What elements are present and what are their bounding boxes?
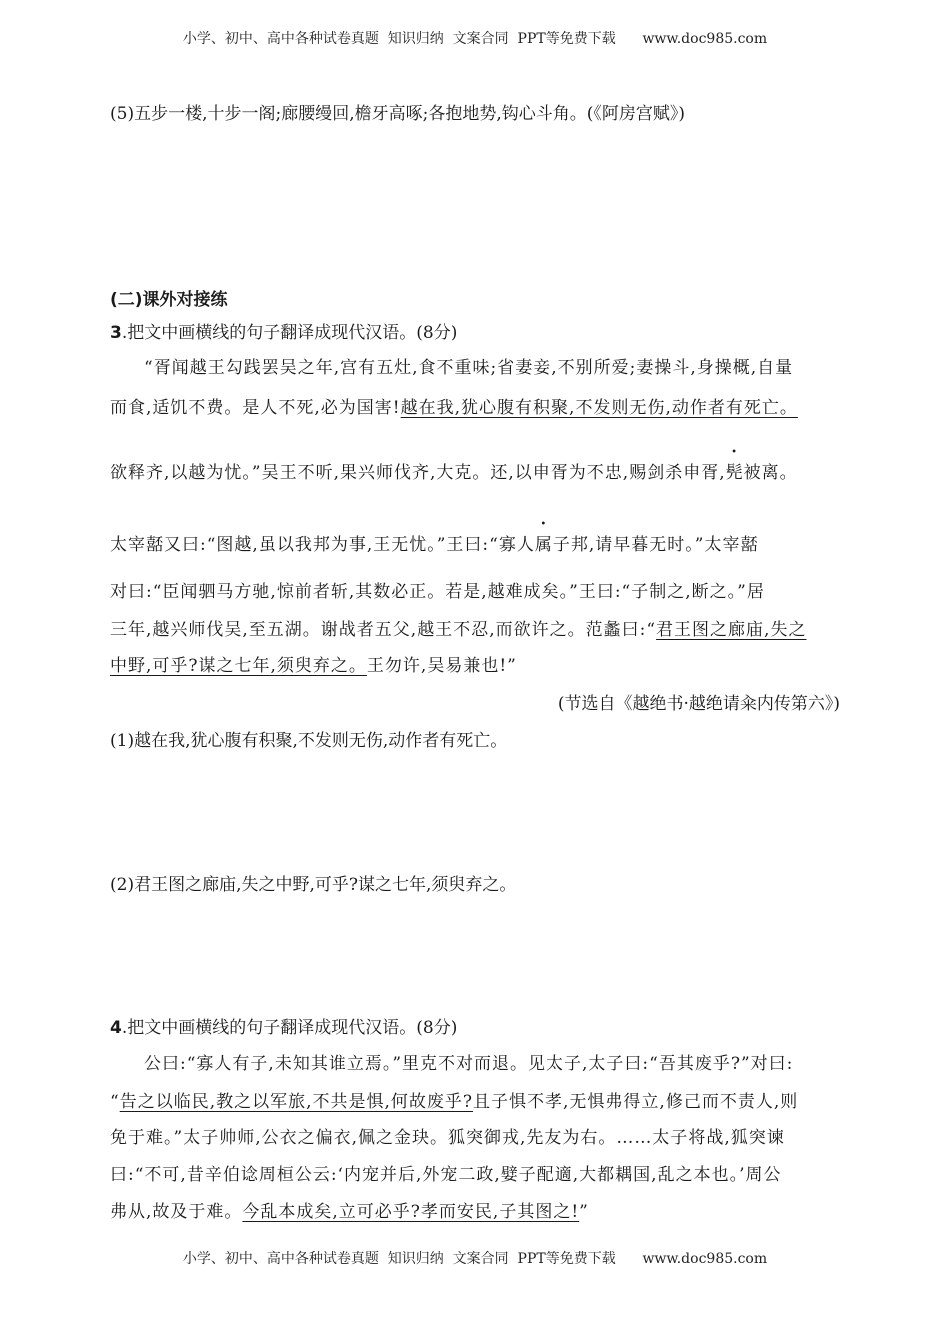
q3-passage-line-7 xyxy=(110,654,517,678)
q4-prompt-text: .把文中画横线的句子翻译成现代汉语。(8分) xyxy=(121,1018,458,1038)
q4-passage-line-4: 曰:“不可,昔辛伯谂周桓公云:‘内宠并后,外宠二政,嬖子配適,大都耦国,乱之本也。’周公 xyxy=(110,1165,782,1185)
q4-p2-quote: “ xyxy=(110,1092,120,1112)
q3-passage-line-3 xyxy=(110,461,798,485)
q3-p3-text-end: 被离。 xyxy=(743,463,798,483)
page-header: 小学、初中、高中各种试卷真题 知识归纳 文案合同 PPT等免费下载 www.doc985.com xyxy=(182,31,768,47)
q4-underlined-sentence-1: 告之以临民,教之以军旅,不共是惧,何故废乎? xyxy=(119,1092,474,1112)
q3-p7-text: 王勿许,吴易兼也!” xyxy=(366,656,517,676)
q2-item-5: (5)五步一楼,十步一阁;廊腰缦回,檐牙高啄;各抱地势,钩心斗角。(《阿房宫赋》) xyxy=(110,104,686,124)
q4-p5-text: 弗从,故及于难。 xyxy=(110,1202,243,1222)
q3-passage-line-2 xyxy=(110,396,798,420)
q4-p5-quote: ” xyxy=(579,1202,589,1222)
q3-p6-text: 三年,越兴师伐吴,至五湖。谢战者五父,越王不忍,而欲许之。范蠡曰:“ xyxy=(110,620,657,640)
q3-passage-line-5: 对曰:“臣闻驷马方驰,惊前者斩,其数必正。若是,越难成矣。”王曰:“子制之,断之。”居 xyxy=(110,582,765,602)
q4-prompt xyxy=(110,1016,457,1040)
q3-item-2: (2)君王图之廊庙,失之中野,可乎?谋之七年,须臾弃之。 xyxy=(110,875,517,895)
q3-p3-text: 欲释齐,以越为忧。”吴王不听,果兴师伐齐,大克。还,以申胥为不忠,赐剑杀申胥, xyxy=(110,463,726,483)
q3-passage-line-4 xyxy=(110,533,758,557)
q3-number: 3 xyxy=(110,323,122,343)
q4-underlined-sentence-2: 今乱本成矣,立可必乎?孝而安民,子其图之! xyxy=(242,1202,580,1222)
q3-dotted-char-kun: 髡 xyxy=(725,463,744,483)
q3-item-1: (1)越在我,犹心腹有积聚,不发则无伤,动作者有死亡。 xyxy=(110,731,508,751)
q4-passage-line-2 xyxy=(110,1090,798,1114)
q4-passage-line-1: 公曰:“寡人有子,未知其谁立焉。”里克不对而退。见太子,太子曰:“吾其废乎?”对曰: xyxy=(144,1054,794,1074)
q3-source: (节选自《越绝书·越绝请籴内传第六》) xyxy=(557,694,840,714)
section-heading: (二)课外对接练 xyxy=(110,290,228,310)
q3-p4-text-end: 子邦,请早暮无时。”太宰嚭 xyxy=(552,535,759,555)
q3-prompt xyxy=(110,321,457,345)
q4-passage-line-5 xyxy=(110,1200,589,1224)
q3-passage-line-6 xyxy=(110,618,806,642)
q4-p2-text: 且子惧不孝,无惧弗得立,修己而不责人,则 xyxy=(473,1092,799,1112)
q3-p2-text: 而食,适饥不费。是人不死,必为国害! xyxy=(110,398,401,418)
q3-underlined-sentence-2b: 中野,可乎?谋之七年,须臾弃之。 xyxy=(110,656,367,676)
q3-p4-text: 太宰嚭又曰:“图越,虽以我邦为事,王无忧。”王曰:“寡人 xyxy=(110,535,535,555)
q3-passage-line-1: “胥闻越王勾践罢吴之年,宫有五灶,食不重味;省妻妾,不别所爱;妻操斗,身操概,自量 xyxy=(144,358,794,378)
q3-dotted-char-shu: 属 xyxy=(534,535,553,555)
q4-number: 4 xyxy=(110,1018,122,1038)
q3-underlined-sentence-2a: 君王图之廊庙,失之 xyxy=(656,620,807,640)
page-footer: 小学、初中、高中各种试卷真题 知识归纳 文案合同 PPT等免费下载 www.doc985.com xyxy=(182,1251,768,1267)
q3-prompt-text: .把文中画横线的句子翻译成现代汉语。(8分) xyxy=(121,323,458,343)
q3-underlined-sentence-1: 越在我,犹心腹有积聚,不发则无伤,动作者有死亡。 xyxy=(400,398,798,418)
q4-passage-line-3: 免于难。”太子帅师,公衣之偏衣,佩之金玦。狐突御戎,先友为右。……太子将战,狐突谏 xyxy=(110,1128,785,1148)
